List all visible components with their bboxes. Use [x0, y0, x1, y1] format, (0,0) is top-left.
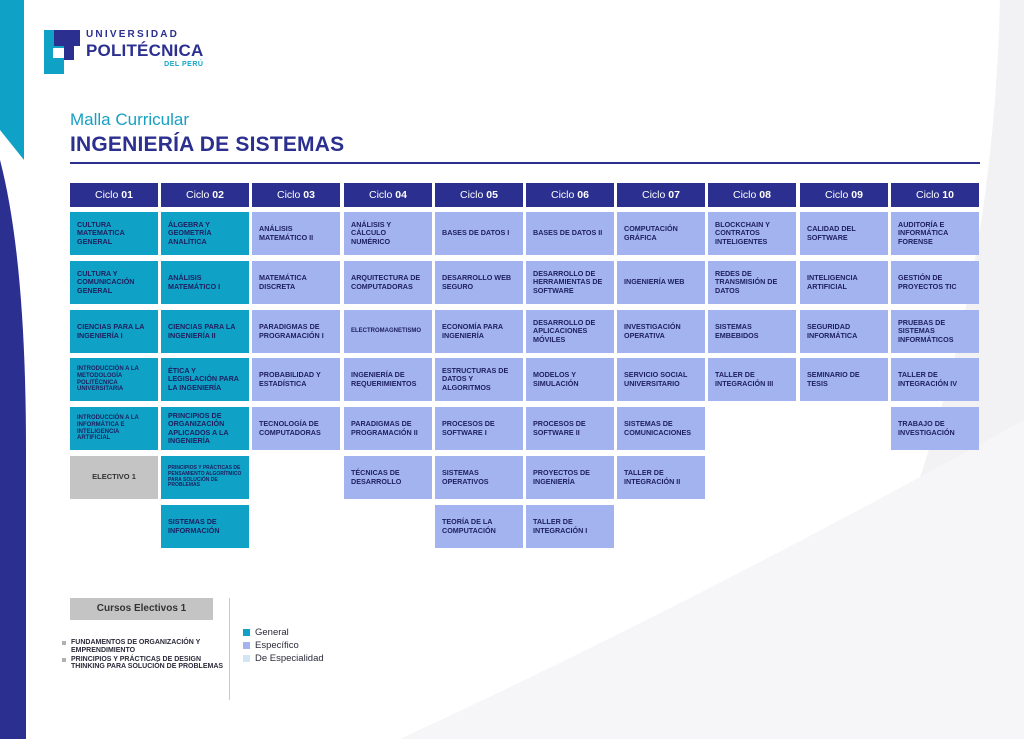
page-title: INGENIERÍA DE SISTEMAS	[70, 133, 345, 156]
course-name: TALLER DE INTEGRACIÓN I	[533, 517, 588, 535]
course-box	[161, 505, 249, 548]
course-name: AUDITORÍA E INFORMÁTICA FORENSE	[898, 220, 949, 246]
course-box	[526, 505, 614, 548]
cycle-header	[344, 183, 432, 207]
course-box	[344, 407, 432, 450]
course-name: PRUEBAS DE SISTEMAS INFORMÁTICOS	[898, 318, 954, 344]
page-subtitle: Malla Curricular	[70, 110, 190, 129]
course-box	[161, 358, 249, 401]
course-box	[617, 261, 705, 304]
course-box	[70, 407, 158, 450]
course-box	[708, 212, 796, 255]
course-box	[435, 358, 523, 401]
course-name: CULTURA Y COMUNICACIÓN GENERAL	[77, 269, 135, 295]
course-name: ECONOMÍA PARA INGENIERÍA	[442, 322, 503, 340]
course-name: CIENCIAS PARA LA INGENIERÍA I	[77, 322, 145, 340]
course-box	[800, 310, 888, 353]
course-name: TALLER DE INTEGRACIÓN II	[624, 468, 681, 486]
legend-item-especialidad	[243, 652, 324, 665]
course-box	[526, 212, 614, 255]
course-box	[161, 456, 249, 499]
cycle-number: 02	[212, 189, 224, 201]
course-box	[435, 310, 523, 353]
course-box	[617, 310, 705, 353]
course-box	[70, 358, 158, 401]
course-name: CIENCIAS PARA LA INGENIERÍA II	[168, 322, 236, 340]
course-box	[161, 310, 249, 353]
course-name: TALLER DE INTEGRACIÓN IV	[898, 370, 958, 388]
course-name: SEMINARIO DE TESIS	[807, 370, 860, 388]
course-name: MATEMÁTICA DISCRETA	[259, 273, 307, 291]
course-box	[435, 456, 523, 499]
course-name: SISTEMAS OPERATIVOS	[442, 468, 489, 486]
course-name: PRINCIPIOS Y PRÁCTICAS DE PENSAMIENTO ALGORÍTMICO PARA SOLUCIÓN DE PROBLEMAS	[168, 465, 242, 489]
course-box	[435, 212, 523, 255]
cycle-header	[891, 183, 979, 207]
electives-title: Cursos Electivos 1	[70, 598, 213, 620]
cycle-prefix: Ciclo	[733, 189, 757, 201]
course-name: CALIDAD DEL SOFTWARE	[807, 224, 856, 242]
course-name: PROCESOS DE SOFTWARE I	[442, 419, 495, 437]
course-name: BASES DE DATOS I	[442, 228, 510, 238]
course-name: INTRODUCCIÓN A LA METODOLOGÍA POLITÉCNICA UNIVERSITARIA	[77, 366, 139, 393]
cycle-number: 10	[942, 189, 954, 201]
course-box	[891, 358, 979, 401]
course-name: INTRODUCCIÓN A LA INFORMÁTICA E INTELIGENCIA ARTIFICIAL	[77, 415, 139, 442]
course-box	[252, 407, 340, 450]
course-name: BASES DE DATOS II	[533, 228, 603, 238]
cycle-column	[252, 183, 340, 437]
cycle-column	[800, 183, 888, 388]
course-name: PRINCIPIOS DE ORGANIZACIÓN APLICADOS A LA INGENIERÍA	[168, 411, 229, 445]
cycle-prefix: Ciclo	[916, 189, 940, 201]
course-name: SISTEMAS DE COMUNICACIONES	[624, 419, 692, 437]
cycle-header	[161, 183, 249, 207]
cycle-column	[161, 183, 249, 535]
legend-label: De Especialidad	[255, 653, 324, 664]
course-name: PROCESOS DE SOFTWARE II	[533, 419, 586, 437]
cycle-header	[526, 183, 614, 207]
course-name: DESARROLLO DE APLICACIONES MÓVILES	[533, 318, 596, 344]
legend-swatch	[243, 655, 250, 662]
course-name: ÁLGEBRA Y GEOMETRÍA ANALÍTICA	[168, 220, 212, 246]
course-box	[161, 212, 249, 255]
title-divider	[70, 162, 980, 164]
course-name: ANÁLISIS MATEMÁTICO II	[259, 224, 314, 242]
course-name: TEORÍA DE LA COMPUTACIÓN	[442, 517, 496, 535]
course-name: INTELIGENCIA ARTIFICIAL	[807, 273, 858, 291]
cycle-number: 07	[668, 189, 680, 201]
course-name: ARQUITECTURA DE COMPUTADORAS	[351, 273, 421, 291]
course-name: PROBABILIDAD Y ESTADÍSTICA	[259, 370, 321, 388]
course-box	[344, 212, 432, 255]
legend-item-especifico	[243, 639, 324, 652]
course-name: BLOCKCHAIN Y CONTRATOS INTELIGENTES	[715, 220, 770, 246]
course-box	[252, 358, 340, 401]
cycle-column	[435, 183, 523, 535]
left-cyan-band	[0, 0, 24, 160]
cycle-header	[252, 183, 340, 207]
course-box	[161, 261, 249, 304]
course-box	[708, 261, 796, 304]
course-name: SISTEMAS EMBEBIDOS	[715, 322, 759, 340]
cycle-number: 01	[121, 189, 133, 201]
course-box	[344, 456, 432, 499]
cycle-header	[617, 183, 705, 207]
cycle-column	[70, 183, 158, 482]
course-name: TRABAJO DE INVESTIGACIÓN	[898, 419, 955, 437]
course-name: INGENIERÍA WEB	[624, 277, 685, 287]
cycle-number: 08	[759, 189, 771, 201]
cycle-column	[344, 183, 432, 486]
course-box	[708, 310, 796, 353]
course-name: CULTURA MATEMÁTICA GENERAL	[77, 220, 125, 246]
cycle-number: 06	[577, 189, 589, 201]
legend-label: General	[255, 627, 289, 638]
legend-swatch	[243, 629, 250, 636]
electives-list	[62, 639, 232, 672]
course-name: TALLER DE INTEGRACIÓN III	[715, 370, 774, 388]
course-box	[70, 456, 158, 499]
legend-swatch	[243, 642, 250, 649]
course-name: ESTRUCTURAS DE DATOS Y ALGORITMOS	[442, 366, 509, 392]
course-name: SEGURIDAD INFORMÁTICA	[807, 322, 858, 340]
cycle-column	[708, 183, 796, 388]
course-box	[435, 505, 523, 548]
course-box	[526, 261, 614, 304]
logo-line-1: UNIVERSIDAD	[86, 29, 180, 40]
course-name: SERVICIO SOCIAL UNIVERSITARIO	[624, 370, 688, 388]
course-box	[252, 212, 340, 255]
course-box	[526, 456, 614, 499]
course-box	[252, 261, 340, 304]
course-name: DESARROLLO DE HERRAMIENTAS DE SOFTWARE	[533, 269, 603, 295]
course-box	[344, 261, 432, 304]
course-box	[617, 456, 705, 499]
cycle-prefix: Ciclo	[95, 189, 119, 201]
course-box	[708, 358, 796, 401]
course-name: TÉCNICAS DE DESARROLLO	[351, 468, 402, 486]
cycle-prefix: Ciclo	[186, 189, 210, 201]
course-name: SISTEMAS DE INFORMACIÓN	[168, 517, 220, 535]
elective-item: PRINCIPIOS Y PRÁCTICAS DE DESIGN THINKING PARA SOLUCIÓN DE PROBLEMAS	[62, 656, 232, 672]
course-box	[161, 407, 249, 450]
cycle-header	[800, 183, 888, 207]
cycle-prefix: Ciclo	[825, 189, 849, 201]
vertical-divider	[229, 598, 230, 700]
course-box	[800, 212, 888, 255]
course-name: TECNOLOGÍA DE COMPUTADORAS	[259, 419, 321, 437]
elective-item: FUNDAMENTOS DE ORGANIZACIÓN Y EMPRENDIMIENTO	[62, 639, 232, 655]
cycle-prefix: Ciclo	[642, 189, 666, 201]
cycle-number: 03	[303, 189, 315, 201]
course-name: PARADIGMAS DE PROGRAMACIÓN II	[351, 419, 418, 437]
course-box	[435, 261, 523, 304]
course-box	[70, 310, 158, 353]
logo-line-3: DEL PERÚ	[164, 61, 204, 68]
legend-label: Específico	[255, 640, 299, 651]
course-name: COMPUTACIÓN GRÁFICA	[624, 224, 678, 242]
course-name: PARADIGMAS DE PROGRAMACIÓN I	[259, 322, 324, 340]
course-box	[526, 310, 614, 353]
course-box	[252, 310, 340, 353]
course-box	[70, 261, 158, 304]
cycle-prefix: Ciclo	[277, 189, 301, 201]
cycle-number: 05	[486, 189, 498, 201]
course-name: ANÁLISIS Y CÁLCULO NUMÉRICO	[351, 220, 392, 246]
course-box	[891, 310, 979, 353]
cycle-number: 04	[395, 189, 407, 201]
logo-mark-icon	[44, 30, 80, 74]
course-box	[617, 407, 705, 450]
course-box	[617, 212, 705, 255]
course-name: ELECTIVO 1	[92, 472, 136, 482]
cycle-header	[708, 183, 796, 207]
left-navy-band	[0, 160, 26, 739]
cycle-header	[435, 183, 523, 207]
course-name: PROYECTOS DE INGENIERÍA	[533, 468, 590, 486]
course-box	[800, 358, 888, 401]
course-name: REDES DE TRANSMISIÓN DE DATOS	[715, 269, 778, 295]
course-name: ÉTICA Y LEGISLACIÓN PARA LA INGENIERÍA	[168, 366, 239, 392]
cycle-header	[70, 183, 158, 207]
cycle-prefix: Ciclo	[551, 189, 575, 201]
course-box	[891, 212, 979, 255]
course-box	[891, 261, 979, 304]
legend-item-general	[243, 626, 324, 639]
course-name: INVESTIGACIÓN OPERATIVA	[624, 322, 681, 340]
course-box	[344, 310, 432, 353]
legend	[243, 626, 324, 665]
cycle-column	[526, 183, 614, 535]
course-box	[891, 407, 979, 450]
course-name: ELECTROMAGNETISMO	[351, 328, 421, 335]
course-name: GESTIÓN DE PROYECTOS TIC	[898, 273, 957, 291]
course-box	[70, 212, 158, 255]
course-box	[617, 358, 705, 401]
course-box	[800, 261, 888, 304]
course-box	[435, 407, 523, 450]
cycle-number: 09	[851, 189, 863, 201]
course-name: DESARROLLO WEB SEGURO	[442, 273, 512, 291]
cycle-prefix: Ciclo	[369, 189, 393, 201]
cycle-column	[617, 183, 705, 486]
cycle-column	[891, 183, 979, 437]
course-box	[344, 358, 432, 401]
course-name: ANÁLISIS MATEMÁTICO I	[168, 273, 221, 291]
course-name: INGENIERÍA DE REQUERIMIENTOS	[351, 370, 417, 388]
course-box	[526, 407, 614, 450]
logo-line-2: POLITÉCNICA	[86, 41, 204, 60]
university-logo	[44, 30, 203, 74]
course-box	[526, 358, 614, 401]
cycle-prefix: Ciclo	[460, 189, 484, 201]
course-name: MODELOS Y SIMULACIÓN	[533, 370, 579, 388]
